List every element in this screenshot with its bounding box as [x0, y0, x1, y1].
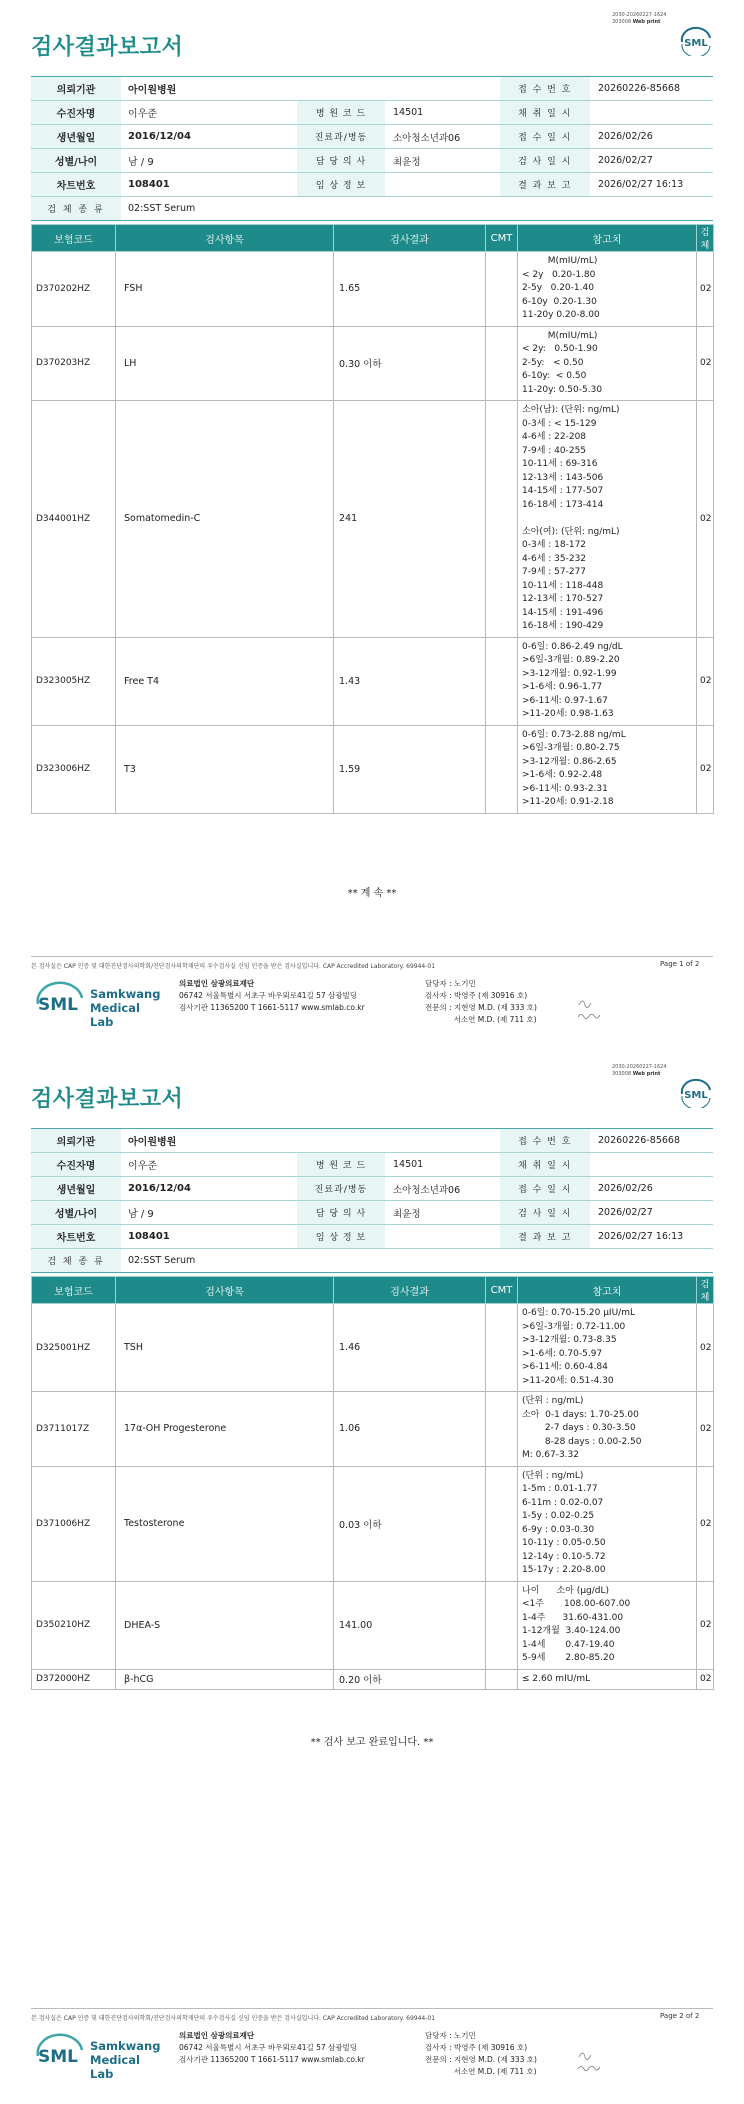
label-accession: 접 수 번 호	[500, 77, 590, 100]
reference-line: 6-11m : 0.02-0.07	[522, 1497, 604, 1508]
reference-line: >1-6세: 0.92-2.48	[522, 770, 603, 780]
label-birthdate: 생년월일	[31, 125, 121, 148]
lab-name-line1: Samkwang	[90, 987, 161, 1001]
reference-line: 나이 소아 (µg/dL)	[522, 1585, 610, 1596]
col-cmt: CMT	[486, 225, 518, 252]
table-row	[32, 725, 714, 813]
reference-line: (단위 : ng/mL)	[522, 1396, 584, 1406]
insurance-code-cell: D3711017Z	[32, 1392, 116, 1467]
reference-line: 4-6세 : 22-208	[522, 432, 587, 442]
reference-line: 소아(남): (단위: ng/mL)	[522, 405, 620, 415]
lab-address: 06742 서울특별시 서초구 바우뫼로41길 57 삼광빌딩	[179, 991, 358, 1000]
value-department: 소아청소년과06	[393, 132, 461, 144]
header-row	[31, 1129, 713, 1153]
reference-line: 7-9세 : 57-277	[522, 567, 587, 577]
result-cell: 0.30 이하	[334, 326, 486, 401]
test-name-cell: TSH	[116, 1304, 334, 1392]
specimen-cell: 02	[697, 1669, 714, 1690]
col-specimen: 검체	[697, 1277, 714, 1304]
lab-name-line1: Samkwang	[90, 2039, 161, 2053]
reference-line: 소아 0-1 days: 1.70-25.00	[522, 1409, 639, 1420]
reference-line: >3-12개월: 0.86-2.65	[522, 756, 617, 767]
insurance-code-cell: D323006HZ	[32, 725, 116, 813]
reference-cell	[518, 725, 697, 813]
reference-line: 0-6일: 0.86-2.49 ng/dL	[522, 641, 623, 652]
label-report-date: 결 과 보 고	[500, 173, 590, 196]
reference-cell	[518, 1581, 697, 1669]
print-id: 2030-20260227-1624	[612, 1064, 667, 1070]
web-print-label: Web print	[632, 19, 661, 25]
lab-contact: 검사기관 11365200 T 1661-5117 www.smlab.co.kr	[179, 2055, 365, 2064]
staff-specialist-1: 전문의 : 지현영 M.D. (제 333 호)	[425, 2055, 537, 2064]
staff-tester: 검사자 : 박영주 (제 30916 호)	[425, 2043, 528, 2052]
reference-line: 10-11세 : 118-448	[522, 580, 604, 591]
staff-tester: 검사자 : 박영주 (제 30916 호)	[425, 991, 528, 1000]
reference-line: 1-5y : 0.02-0.25	[522, 1511, 595, 1521]
specimen-cell: 02	[697, 725, 714, 813]
staff-specialist-2: 서소연 M.D. (제 711 호)	[425, 2067, 537, 2076]
cmt-cell	[486, 725, 518, 813]
reference-line: 6-10y 0.20-1.30	[522, 296, 597, 307]
result-cell: 1.46	[334, 1304, 486, 1392]
samkwang-logo	[36, 2032, 162, 2081]
lab-name-line2: Medical Lab	[90, 1001, 140, 1029]
header-row	[31, 1225, 713, 1249]
col-test-item: 검사항목	[116, 1277, 334, 1304]
page-number: Page 1 of 2	[660, 960, 700, 968]
value-specimen-type: 02:SST Serum	[128, 1255, 196, 1266]
label-clinical-info: 임 상 정 보	[297, 1225, 385, 1248]
reference-line: 14-15세 : 177-507	[522, 486, 604, 496]
value-hospital-code: 14501	[393, 107, 424, 118]
reference-line: 2-7 days : 0.30-3.50	[522, 1423, 636, 1433]
reference-line: 16-18세 : 173-414	[522, 499, 604, 510]
value-institution: 아이원병원	[128, 1137, 177, 1148]
test-name-cell: Somatomedin-C	[116, 401, 334, 638]
result-cell: 0.03 이하	[334, 1466, 486, 1581]
reference-line: 1-5m : 0.01-1.77	[522, 1484, 598, 1494]
value-birthdate: 2016/12/04	[128, 1183, 191, 1194]
label-chart-number: 차트번호	[31, 173, 121, 196]
header-row	[31, 197, 713, 221]
label-received-date: 접 수 일 시	[500, 1177, 590, 1200]
reference-line: >3-12개월: 0.73-8.35	[522, 1335, 617, 1345]
header-row	[31, 1153, 713, 1177]
label-patient-name: 수진자명	[31, 1153, 121, 1176]
reference-line: 0-3세 : < 15-129	[522, 418, 597, 429]
lab-name-line2: Medical Lab	[90, 2053, 140, 2081]
page-number: Page 2 of 2	[660, 2012, 700, 2020]
reference-line: < 2y: 0.50-1.90	[522, 344, 598, 354]
reference-line: 0-6일: 0.70-15.20 µIU/mL	[522, 1308, 635, 1318]
signature-icon	[575, 995, 605, 1025]
specimen-cell: 02	[697, 1581, 714, 1669]
reference-cell	[518, 326, 697, 401]
print-info	[612, 12, 667, 26]
result-cell: 141.00	[334, 1581, 486, 1669]
test-name-cell: Free T4	[116, 637, 334, 725]
label-chart-number: 차트번호	[31, 1225, 121, 1248]
reference-line: 7-9세 : 40-255	[522, 445, 587, 456]
value-department: 소아청소년과06	[393, 1184, 461, 1196]
sml-logo-icon	[678, 26, 714, 56]
reference-line: 15-17y : 2.20-8.00	[522, 1565, 606, 1575]
reference-line: 1-4주 31.60-431.00	[522, 1612, 624, 1623]
print-id: 2030-20260227-1624	[612, 12, 667, 18]
results-table	[31, 224, 714, 814]
reference-line: >1-6세: 0.96-1.77	[522, 682, 603, 692]
header-row	[31, 1249, 713, 1273]
header-row	[31, 1201, 713, 1225]
col-insurance-code: 보험코드	[32, 225, 116, 252]
reference-cell	[518, 401, 697, 638]
foundation-name: 의료법인 삼광의료재단	[179, 2031, 255, 2040]
specimen-cell: 02	[697, 326, 714, 401]
header-row	[31, 77, 713, 101]
reference-line: 6-9y : 0.03-0.30	[522, 1524, 595, 1535]
reference-line: M(mIU/mL)	[522, 256, 598, 266]
test-name-cell: β-hCG	[116, 1669, 334, 1690]
table-row	[32, 1392, 714, 1467]
reference-line: 12-13세 : 170-527	[522, 594, 604, 604]
report-page-2	[0, 1052, 744, 2104]
result-cell: 1.06	[334, 1392, 486, 1467]
label-birthdate: 생년월일	[31, 1177, 121, 1200]
header-row	[31, 125, 713, 149]
footer-divider	[31, 2008, 713, 2009]
continue-note: ** 계 속 **	[347, 888, 397, 899]
value-accession: 20260226-85668	[598, 83, 681, 94]
staff-list	[425, 2030, 537, 2078]
label-institution: 의뢰기관	[31, 1129, 121, 1152]
footer-divider	[31, 956, 713, 957]
label-collection-date: 채 취 일 시	[500, 1153, 590, 1176]
samkwang-logo	[36, 980, 162, 1029]
value-physician: 최윤정	[393, 1208, 421, 1220]
reference-line	[522, 512, 692, 526]
reference-cell	[518, 252, 697, 327]
value-patient-name: 이우준	[128, 109, 157, 120]
specimen-cell: 02	[697, 252, 714, 327]
reference-cell	[518, 1669, 697, 1690]
value-birthdate: 2016/12/04	[128, 131, 191, 142]
value-specimen-type: 02:SST Serum	[128, 203, 196, 214]
reference-line: 12-14y : 0.10-5.72	[522, 1551, 606, 1562]
specimen-cell: 02	[697, 1304, 714, 1392]
reference-line: >11-20세: 0.98-1.63	[522, 709, 614, 719]
reference-line: >11-20세: 0.51-4.30	[522, 1375, 614, 1386]
specimen-cell: 02	[697, 1466, 714, 1581]
lab-contact: 검사기관 11365200 T 1661-5117 www.smlab.co.kr	[179, 1003, 365, 1012]
value-accession: 20260226-85668	[598, 1135, 681, 1146]
reference-line: >6일-3개월: 0.72-11.00	[522, 1321, 626, 1332]
label-collection-date: 채 취 일 시	[500, 101, 590, 124]
cmt-cell	[486, 1304, 518, 1392]
label-specimen-type: 검 체 종 류	[31, 1249, 121, 1272]
sml-logo-text: SML	[684, 1090, 708, 1101]
table-header-row	[32, 1277, 714, 1304]
sml-logo-icon	[678, 1078, 714, 1108]
value-physician: 최윤정	[393, 156, 421, 168]
result-cell: 241	[334, 401, 486, 638]
value-received-date: 2026/02/26	[598, 1183, 653, 1194]
lab-logo-text: SML	[38, 995, 78, 1015]
reference-line: 2-5y 0.20-1.40	[522, 283, 594, 293]
insurance-code-cell: D344001HZ	[32, 401, 116, 638]
value-received-date: 2026/02/26	[598, 131, 653, 142]
staff-manager: 담당자 : 노기민	[425, 2031, 476, 2040]
reference-line: >6-11세: 0.93-2.31	[522, 783, 608, 794]
reference-line: 1-12개월 3.40-124.00	[522, 1626, 621, 1636]
staff-manager: 담당자 : 노기민	[425, 979, 476, 988]
label-hospital-code: 병 원 코 드	[297, 101, 385, 124]
reference-line: 11-20y: 0.50-5.30	[522, 384, 603, 395]
test-name-cell: T3	[116, 725, 334, 813]
accreditation-notice: 본 검사실은 CAP 인증 및 대한진단검사의학회/진단검사의학재단의 우수검사실 신임 인증을 받은 검사실입니다. CAP Accredited Laboratory. 69944-01	[31, 963, 436, 970]
table-header-row	[32, 225, 714, 252]
reference-line: 16-18세 : 190-429	[522, 621, 604, 631]
reference-line: 8-28 days : 0.00-2.50	[522, 1436, 642, 1447]
reference-line: >6일-3개월: 0.80-2.75	[522, 743, 620, 753]
reference-line: >6일-3개월: 0.89-2.20	[522, 655, 620, 665]
col-reference: 참고치	[518, 1277, 697, 1304]
reference-cell	[518, 1392, 697, 1467]
table-row	[32, 1466, 714, 1581]
staff-list	[425, 978, 537, 1026]
value-hospital-code: 14501	[393, 1159, 424, 1170]
insurance-code-cell: D350210HZ	[32, 1581, 116, 1669]
specimen-cell: 02	[697, 637, 714, 725]
col-cmt: CMT	[486, 1277, 518, 1304]
cmt-cell	[486, 252, 518, 327]
test-name-cell: LH	[116, 326, 334, 401]
sml-swoosh-icon	[36, 980, 84, 1024]
col-specimen: 검체	[697, 225, 714, 252]
insurance-code-cell: D370203HZ	[32, 326, 116, 401]
label-report-date: 결 과 보 고	[500, 1225, 590, 1248]
specimen-cell: 02	[697, 401, 714, 638]
lab-info	[179, 2030, 365, 2066]
header-row	[31, 1177, 713, 1201]
reference-line: <1주 108.00-607.00	[522, 1599, 631, 1609]
staff-specialist-2: 서소연 M.D. (제 711 호)	[425, 1015, 537, 1024]
label-specimen-type: 검 체 종 류	[31, 197, 121, 220]
lab-address: 06742 서울특별시 서초구 바우뫼로41길 57 삼광빌딩	[179, 2043, 358, 2052]
header-row	[31, 173, 713, 197]
label-clinical-info: 임 상 정 보	[297, 173, 385, 196]
table-row	[32, 326, 714, 401]
reference-line: >6-11세: 0.60-4.84	[522, 1362, 608, 1372]
col-reference: 참고치	[518, 225, 697, 252]
lab-logo-text: SML	[38, 2047, 78, 2067]
table-row	[32, 1304, 714, 1392]
reference-line: 0-3세 : 18-172	[522, 540, 587, 550]
cmt-cell	[486, 1669, 518, 1690]
value-test-date: 2026/02/27	[598, 155, 653, 166]
test-name-cell: Testosterone	[116, 1466, 334, 1581]
results-table	[31, 1276, 714, 1690]
reference-line: 6-10y: < 0.50	[522, 371, 587, 381]
reference-line: < 2y 0.20-1.80	[522, 269, 596, 280]
test-name-cell: DHEA-S	[116, 1581, 334, 1669]
table-row	[32, 401, 714, 638]
print-code: 303008	[612, 19, 632, 25]
reference-line: 11-20y 0.20-8.00	[522, 310, 600, 320]
specimen-cell: 02	[697, 1392, 714, 1467]
report-title: 검사결과보고서	[31, 35, 184, 60]
value-sex-age: 남 / 9	[128, 1209, 154, 1220]
reference-line: >6-11세: 0.97-1.67	[522, 695, 608, 706]
cmt-cell	[486, 1466, 518, 1581]
col-result: 검사결과	[334, 225, 486, 252]
staff-specialist-1: 전문의 : 지현영 M.D. (제 333 호)	[425, 1003, 537, 1012]
reference-line: 2-5y: < 0.50	[522, 357, 584, 368]
reference-line: 소아(여): (단위: ng/mL)	[522, 526, 620, 537]
insurance-code-cell: D323005HZ	[32, 637, 116, 725]
cmt-cell	[486, 326, 518, 401]
reference-line: >11-20세: 0.91-2.18	[522, 797, 614, 807]
value-report-date: 2026/02/27 16:13	[598, 179, 684, 190]
reference-line: 10-11세 : 69-316	[522, 459, 598, 469]
reference-line: M(mIU/mL)	[522, 330, 598, 341]
header-row	[31, 149, 713, 173]
label-test-date: 검 사 일 시	[500, 149, 590, 172]
reference-line: >1-6세: 0.70-5.97	[522, 1348, 603, 1359]
cmt-cell	[486, 1392, 518, 1467]
reference-line: (단위 : ng/mL)	[522, 1470, 584, 1481]
value-patient-name: 이우준	[128, 1161, 157, 1172]
insurance-code-cell: D372000HZ	[32, 1669, 116, 1690]
reference-line: >3-12개월: 0.92-1.99	[522, 668, 617, 679]
label-test-date: 검 사 일 시	[500, 1201, 590, 1224]
label-sex-age: 성별/나이	[31, 149, 121, 172]
result-cell: 1.59	[334, 725, 486, 813]
col-test-item: 검사항목	[116, 225, 334, 252]
insurance-code-cell: D325001HZ	[32, 1304, 116, 1392]
lab-info	[179, 978, 365, 1014]
patient-header	[31, 1128, 713, 1273]
signature-icon	[575, 2047, 605, 2077]
print-info	[612, 1064, 667, 1078]
sml-logo-text: SML	[684, 38, 708, 49]
table-row	[32, 1669, 714, 1690]
header-row	[31, 101, 713, 125]
sml-swoosh-icon	[36, 2032, 84, 2076]
label-physician: 담 당 의 사	[297, 1201, 385, 1224]
patient-header	[31, 76, 713, 221]
label-sex-age: 성별/나이	[31, 1201, 121, 1224]
reference-line: 4-6세 : 35-232	[522, 553, 587, 564]
reference-cell	[518, 1304, 697, 1392]
value-chart-number: 108401	[128, 179, 170, 190]
value-chart-number: 108401	[128, 1231, 170, 1242]
foundation-name: 의료법인 삼광의료재단	[179, 979, 255, 988]
col-result: 검사결과	[334, 1277, 486, 1304]
insurance-code-cell: D370202HZ	[32, 252, 116, 327]
col-insurance-code: 보험코드	[32, 1277, 116, 1304]
label-received-date: 접 수 일 시	[500, 125, 590, 148]
reference-line: 14-15세 : 191-496	[522, 607, 604, 618]
complete-note: ** 검사 보고 완료입니다. **	[310, 1737, 434, 1748]
cmt-cell	[486, 637, 518, 725]
value-report-date: 2026/02/27 16:13	[598, 1231, 684, 1242]
print-code: 303008	[612, 1071, 632, 1077]
result-cell: 0.20 이하	[334, 1669, 486, 1690]
reference-line: M: 0.67-3.32	[522, 1450, 579, 1460]
label-hospital-code: 병 원 코 드	[297, 1153, 385, 1176]
result-cell: 1.43	[334, 637, 486, 725]
test-name-cell: FSH	[116, 252, 334, 327]
reference-line: 10-11y : 0.05-0.50	[522, 1538, 606, 1548]
value-institution: 아이원병원	[128, 85, 177, 96]
label-institution: 의뢰기관	[31, 77, 121, 100]
reference-line: ≤ 2.60 mIU/mL	[522, 1673, 591, 1684]
value-test-date: 2026/02/27	[598, 1207, 653, 1218]
insurance-code-cell: D371006HZ	[32, 1466, 116, 1581]
table-row	[32, 252, 714, 327]
reference-cell	[518, 1466, 697, 1581]
cmt-cell	[486, 1581, 518, 1669]
accreditation-notice: 본 검사실은 CAP 인증 및 대한진단검사의학회/진단검사의학재단의 우수검사실 신임 인증을 받은 검사실입니다. CAP Accredited Laboratory. 69944-01	[31, 2015, 436, 2022]
label-physician: 담 당 의 사	[297, 149, 385, 172]
label-accession: 접 수 번 호	[500, 1129, 590, 1152]
web-print-label: Web print	[632, 1071, 661, 1077]
reference-line: 5-9세 2.80-85.20	[522, 1653, 615, 1663]
reference-line: 12-13세 : 143-506	[522, 472, 604, 483]
reference-line: 1-4세 0.47-19.40	[522, 1639, 615, 1650]
label-department: 진료과/병동	[297, 1177, 385, 1200]
label-department: 진료과/병동	[297, 125, 385, 148]
reference-line: 0-6일: 0.73-2.88 ng/mL	[522, 729, 626, 740]
report-title: 검사결과보고서	[31, 1087, 184, 1112]
reference-cell	[518, 637, 697, 725]
table-row	[32, 637, 714, 725]
cmt-cell	[486, 401, 518, 638]
label-patient-name: 수진자명	[31, 101, 121, 124]
test-name-cell: 17α-OH Progesterone	[116, 1392, 334, 1467]
value-sex-age: 남 / 9	[128, 157, 154, 168]
result-cell: 1.65	[334, 252, 486, 327]
table-row	[32, 1581, 714, 1669]
